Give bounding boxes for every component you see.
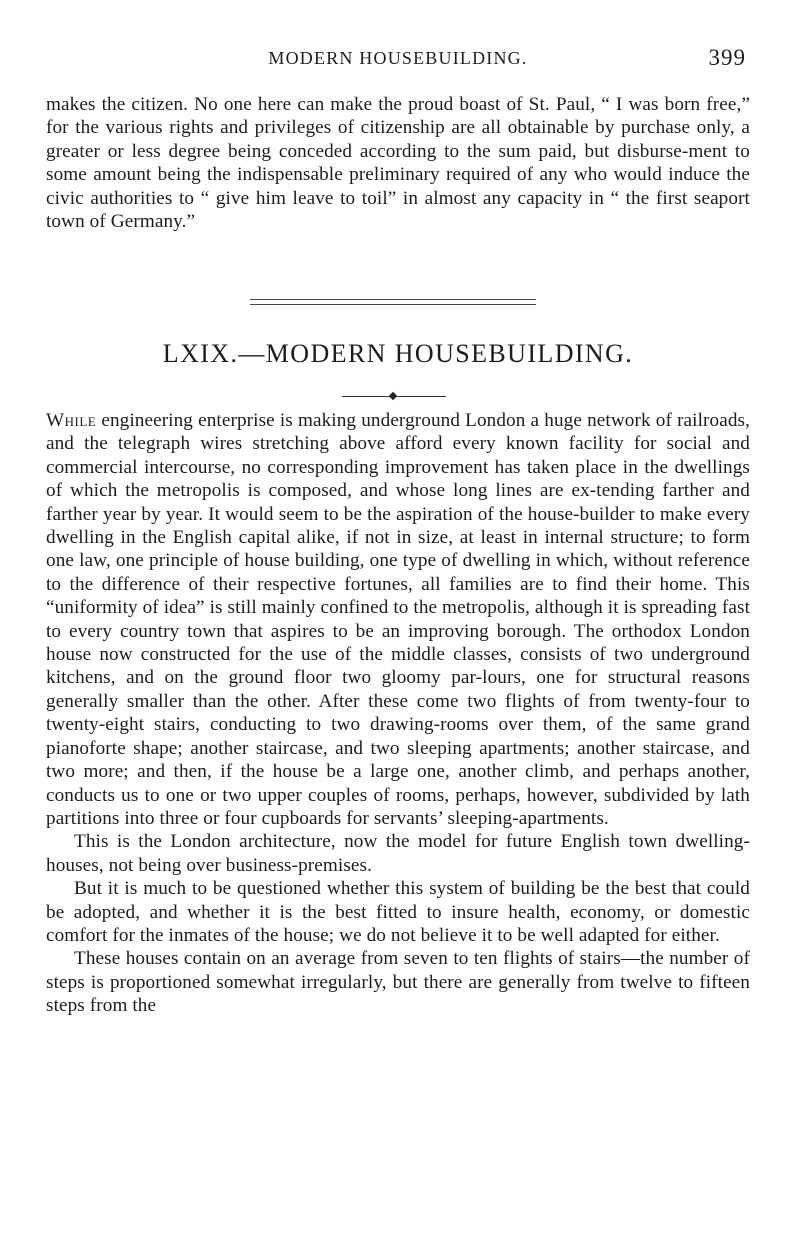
- body-paragraph-1: [46, 409, 750, 830]
- lead-word: While: [46, 410, 97, 431]
- body-paragraph-3: But it is much to be questioned whether this system of building be the best that could be adopted, and whether it is the best fitted to insure health, economy, or domestic comfort for the inmates of the house; we do not believe it to be well adapted for either.: [46, 878, 750, 946]
- page-number: 399: [708, 45, 746, 70]
- body-paragraph-2: This is the London architecture, now the model for future English town dwelling-houses, not being over business-premises.: [46, 831, 750, 876]
- book-page: [46, 0, 750, 1245]
- chapter-heading: LXIX.—MODERN HOUSEBUILDING.: [162, 339, 634, 368]
- running-head: [46, 45, 750, 74]
- paragraph-1-text: engineering enterprise is making underground London a huge network of railroads, and the telegraph wires stretching above afford every known facility for social and commercial intercourse, no corresponding improvement has taken place in the dwellings of which the metropolis is composed, and whose long lines are ex-tending farther and farther year by year. It would seem to be the aspiration of the house-builder to make every dwelling in the English capital alike, if not in size, at least in internal structure; to form one law, one principle of house building, one type of dwelling in which, without reference to the difference of their respective fortunes, all families are to find their home. This “uniformity of idea” is still mainly confined to the metropolis, although it is spreading fast to every country town that aspires to be an improving borough. The orthodox London house now constructed for the use of the middle classes, consists of two underground kitchens, and on the ground floor two gloomy par-lours, one for structural reasons generally smaller than the other. After these come two flights of from twenty-four to twenty-eight stairs, conducting to two drawing-rooms over them, of the same grand pianoforte shape; another staircase, and two sleeping apartments; another staircase, and two more; and then, if the house be a large one, another climb, and perhaps another, conducts us to one or two upper couples of rooms, perhaps, however, subdivided by lath partitions into three or four cupboards for servants’ sleeping-apartments.: [46, 410, 750, 829]
- heading-ornament: [342, 393, 446, 401]
- body-paragraph-4: These houses contain on an average from seven to ten flights of stairs—the number of steps is proportioned somewhat irregularly, but there are generally from twelve to fifteen steps from the: [46, 948, 750, 1017]
- ornament-diamond-icon: [389, 392, 397, 400]
- running-title: MODERN HOUSEBUILDING.: [268, 48, 528, 68]
- chapter-body: [46, 409, 750, 1018]
- continued-paragraph-block: [46, 93, 750, 233]
- opening-paragraph: makes the citizen. No one here can make the proud boast of St. Paul, “ I was born free,” for the various rights and privileges of citizenship are all obtainable by purchase only, a greater or less degree being conceded according to the sum paid, but disburse-ment to some amount being the indispensable preliminary required of any who would induce the civic authorities to “ give him leave to toil” in almost any capacity in “ the first seaport town of Germany.”: [46, 94, 750, 233]
- section-divider-rule: [250, 299, 536, 305]
